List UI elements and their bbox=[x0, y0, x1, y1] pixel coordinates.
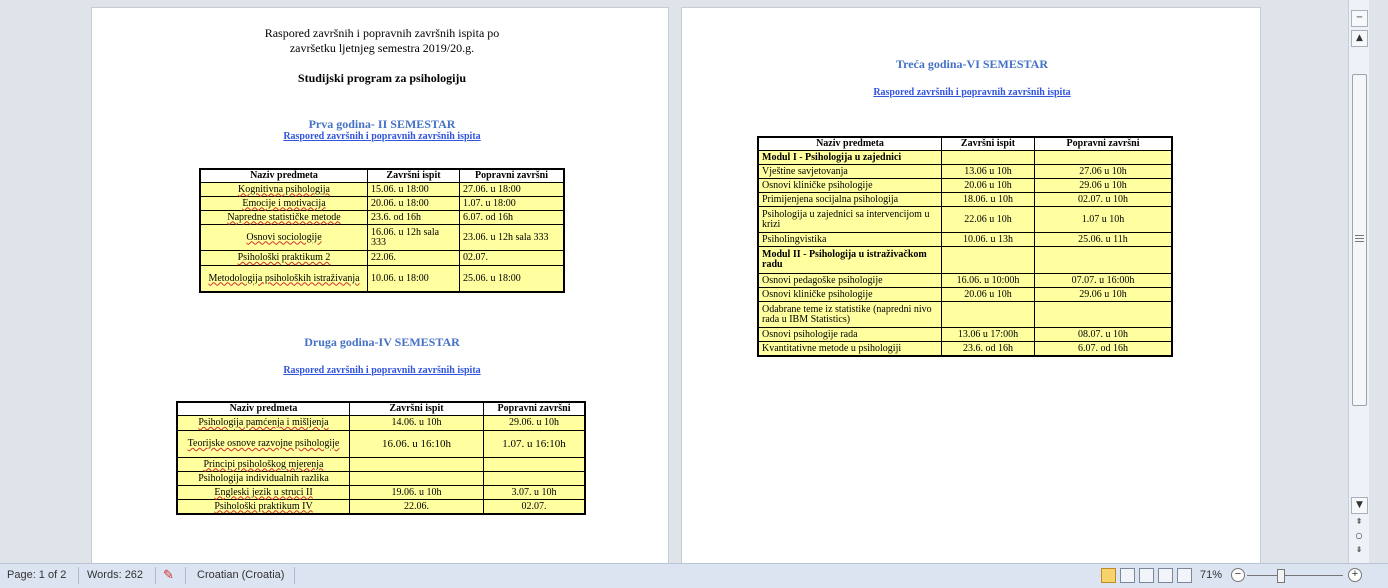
proofing-icon[interactable]: ✎ bbox=[163, 567, 174, 582]
previous-page-icon[interactable]: ⇞ bbox=[1355, 517, 1363, 526]
module-empty-cell bbox=[942, 247, 1035, 274]
window-edge bbox=[1369, 0, 1388, 563]
subject-cell: Psihologija individualnih razlika bbox=[198, 472, 329, 484]
year2-heading: Druga godina-IV SEMESTAR bbox=[304, 335, 460, 349]
col-header-subject: Naziv predmeta bbox=[201, 170, 368, 183]
module-empty-cell bbox=[942, 151, 1035, 165]
year3-exam-table bbox=[758, 137, 1172, 356]
zoom-slider-thumb[interactable] bbox=[1277, 569, 1285, 583]
final-exam-cell: 13.06 u 10h bbox=[942, 165, 1035, 179]
vertical-scrollbar[interactable] bbox=[1348, 0, 1369, 563]
retake-exam-cell: 1.07 u 10h bbox=[1035, 207, 1172, 233]
retake-exam-cell: 29.06 u 10h bbox=[1035, 288, 1172, 302]
retake-exam-cell: 02.07. u 10h bbox=[1035, 193, 1172, 207]
retake-exam-cell: 29.06. u 10h bbox=[484, 416, 585, 431]
table-row bbox=[759, 207, 1172, 233]
final-exam-cell: 16.06. u 12h sala 333 bbox=[368, 225, 460, 251]
subject-cell: Osnovi pedagoške psihologije bbox=[759, 274, 942, 288]
program-title: Studijski program za psihologiju bbox=[297, 71, 467, 85]
subject-cell: Napredne statističke metode bbox=[227, 211, 341, 223]
retake-exam-cell: 29.06 u 10h bbox=[1035, 179, 1172, 193]
subject-cell: Osnovi kliničke psihologije bbox=[759, 288, 942, 302]
draft-view-icon[interactable] bbox=[1177, 568, 1192, 583]
next-page-icon[interactable]: ⇟ bbox=[1355, 545, 1363, 554]
subject-cell: Odabrane teme iz statistike (napredni nivo rada u IBM Statistics) bbox=[759, 302, 942, 328]
table-row bbox=[178, 472, 585, 486]
year1-schedule-link[interactable]: Raspored završnih i popravnih završnih ispita bbox=[283, 131, 481, 142]
table-row bbox=[759, 342, 1172, 356]
final-exam-cell: 10.06. u 13h bbox=[942, 233, 1035, 247]
retake-exam-cell: 08.07. u 10h bbox=[1035, 328, 1172, 342]
subject-cell: Teorijske osnove razvojne psihologije bbox=[187, 438, 340, 449]
final-exam-cell: 22.06 u 10h bbox=[942, 207, 1035, 233]
module-2-title: Modul II - Psihologija u istraživačkom radu bbox=[759, 247, 942, 274]
table-row bbox=[759, 165, 1172, 179]
col-header-retake: Popravni završni bbox=[1035, 138, 1172, 151]
zoom-slider-track[interactable] bbox=[1247, 575, 1343, 576]
final-exam-cell: 15.06. u 18:00 bbox=[368, 183, 460, 197]
subject-cell: Psihološki praktikum IV bbox=[214, 500, 313, 512]
final-exam-cell: 10.06. u 18:00 bbox=[368, 266, 460, 292]
subject-cell: Psihološki praktikum 2 bbox=[237, 252, 331, 263]
print-layout-icon[interactable] bbox=[1101, 568, 1116, 583]
retake-exam-cell: 1.07. u 18:00 bbox=[460, 197, 564, 211]
zoom-out-button[interactable]: − bbox=[1231, 568, 1245, 582]
document-page-2[interactable] bbox=[682, 8, 1260, 563]
col-header-retake: Popravni završni bbox=[484, 403, 585, 416]
subject-cell: Emocije i motivacija bbox=[242, 197, 326, 209]
zoom-in-button[interactable]: + bbox=[1348, 568, 1362, 582]
retake-exam-cell: 3.07. u 10h bbox=[484, 486, 585, 500]
table-row bbox=[178, 486, 585, 500]
document-title bbox=[192, 26, 572, 56]
word-count[interactable]: Words: 262 bbox=[87, 569, 144, 581]
table-row bbox=[201, 197, 564, 211]
table-row bbox=[201, 251, 564, 266]
title-line-1: Raspored završnih i popravnih završnih ispita po bbox=[264, 26, 500, 40]
table-row bbox=[201, 225, 564, 251]
final-exam-cell: 16.06. u 16:10h bbox=[350, 431, 484, 458]
status-bar bbox=[0, 563, 1388, 588]
final-exam-cell: 13.06 u 17:00h bbox=[942, 328, 1035, 342]
col-header-final: Završni ispit bbox=[368, 170, 460, 183]
col-header-subject: Naziv predmeta bbox=[178, 403, 350, 416]
subject-cell: Psihologija pamćenja i mišljenja bbox=[198, 417, 329, 428]
retake-exam-cell bbox=[484, 472, 585, 486]
subject-cell: Vještine savjetovanja bbox=[759, 165, 942, 179]
year1-heading: Prva godina- II SEMESTAR bbox=[308, 117, 456, 131]
module-row bbox=[759, 151, 1172, 165]
web-layout-icon[interactable] bbox=[1139, 568, 1154, 583]
subject-cell: Osnovi psihologije rada bbox=[759, 328, 942, 342]
final-exam-cell: 22.06. bbox=[368, 251, 460, 266]
year3-heading: Treća godina-VI SEMESTAR bbox=[895, 57, 1048, 71]
final-exam-cell: 18.06. u 10h bbox=[942, 193, 1035, 207]
subject-cell: Psiholingvistika bbox=[759, 233, 942, 247]
retake-exam-cell: 6.07. od 16h bbox=[1035, 342, 1172, 356]
scroll-up-button[interactable]: ▲ bbox=[1351, 30, 1368, 47]
retake-exam-cell: 07.07. u 16:00h bbox=[1035, 274, 1172, 288]
year2-schedule-link[interactable]: Raspored završnih i popravnih završnih ispita bbox=[283, 365, 481, 376]
final-exam-cell bbox=[942, 302, 1035, 328]
outline-view-icon[interactable] bbox=[1158, 568, 1173, 583]
table-row bbox=[178, 500, 585, 514]
year3-schedule-link[interactable]: Raspored završnih i popravnih završnih ispita bbox=[873, 87, 1071, 98]
retake-exam-cell: 02.07. bbox=[484, 500, 585, 514]
module-empty-cell bbox=[1035, 247, 1172, 274]
subject-cell: Engleski jezik u struci II bbox=[214, 486, 313, 498]
table-row bbox=[201, 183, 564, 197]
zoom-level[interactable]: 71% bbox=[1200, 569, 1223, 581]
final-exam-cell: 16.06. u 10:00h bbox=[942, 274, 1035, 288]
table-row bbox=[759, 288, 1172, 302]
module-empty-cell bbox=[1035, 151, 1172, 165]
retake-exam-cell: 27.06. u 18:00 bbox=[460, 183, 564, 197]
table-row bbox=[759, 274, 1172, 288]
retake-exam-cell: 02.07. bbox=[460, 251, 564, 266]
table-row bbox=[178, 416, 585, 431]
retake-exam-cell: 25.06. u 18:00 bbox=[460, 266, 564, 292]
scrollbar-thumb[interactable] bbox=[1352, 74, 1367, 406]
title-line-2: završetku ljetnjeg semestra 2019/20.g. bbox=[289, 41, 475, 55]
final-exam-cell: 23.6. od 16h bbox=[368, 211, 460, 225]
subject-cell: Principi psihološkog mjerenja bbox=[203, 458, 324, 470]
module-1-title: Modul I - Psihologija u zajednici bbox=[759, 151, 942, 165]
table-row bbox=[178, 431, 585, 458]
subject-cell: Osnovi kliničke psihologije bbox=[759, 179, 942, 193]
retake-exam-cell: 23.06. u 12h sala 333 bbox=[460, 225, 564, 251]
year1-exam-table bbox=[200, 169, 564, 292]
language-indicator[interactable]: Croatian (Croatia) bbox=[197, 569, 285, 581]
subject-cell: Metodologija psiholoških istraživanja bbox=[208, 272, 360, 284]
table-row bbox=[759, 302, 1172, 328]
subject-cell: Psihologija u zajednici sa intervencijom u krizi bbox=[759, 207, 942, 233]
retake-exam-cell bbox=[484, 458, 585, 472]
table-row bbox=[759, 233, 1172, 247]
table-row bbox=[759, 193, 1172, 207]
year2-exam-table bbox=[177, 402, 585, 514]
final-exam-cell: 23.6. od 16h bbox=[942, 342, 1035, 356]
scroll-down-button[interactable]: ▼ bbox=[1351, 497, 1368, 514]
final-exam-cell: 22.06. bbox=[350, 500, 484, 514]
col-header-final: Završni ispit bbox=[942, 138, 1035, 151]
col-header-final: Završni ispit bbox=[350, 403, 484, 416]
document-page-1[interactable] bbox=[92, 8, 668, 563]
subject-cell: Kvantitativne metode u psihologiji bbox=[759, 342, 942, 356]
retake-exam-cell: 25.06. u 11h bbox=[1035, 233, 1172, 247]
retake-exam-cell bbox=[1035, 302, 1172, 328]
table-row bbox=[201, 211, 564, 225]
full-screen-reading-icon[interactable] bbox=[1120, 568, 1135, 583]
table-row bbox=[759, 328, 1172, 342]
split-handle-icon[interactable]: ─ bbox=[1351, 10, 1368, 27]
table-row bbox=[759, 179, 1172, 193]
col-header-subject: Naziv predmeta bbox=[759, 138, 942, 151]
final-exam-cell: 14.06. u 10h bbox=[350, 416, 484, 431]
final-exam-cell: 20.06 u 10h bbox=[942, 288, 1035, 302]
table-row bbox=[201, 266, 564, 292]
subject-cell: Primijenjena socijalna psihologija bbox=[759, 193, 942, 207]
browse-object-icon[interactable]: ○ bbox=[1355, 531, 1363, 540]
table-row bbox=[178, 458, 585, 472]
page-count[interactable]: Page: 1 of 2 bbox=[7, 569, 67, 581]
final-exam-cell: 20.06. u 18:00 bbox=[368, 197, 460, 211]
final-exam-cell bbox=[350, 458, 484, 472]
subject-cell: Osnovi sociologije bbox=[246, 231, 322, 243]
final-exam-cell: 19.06. u 10h bbox=[350, 486, 484, 500]
col-header-retake: Popravni završni bbox=[460, 170, 564, 183]
final-exam-cell: 20.06 u 10h bbox=[942, 179, 1035, 193]
module-row bbox=[759, 247, 1172, 274]
subject-cell: Kognitivna psihologija bbox=[238, 183, 330, 195]
retake-exam-cell: 1.07. u 16:10h bbox=[484, 431, 585, 458]
final-exam-cell bbox=[350, 472, 484, 486]
retake-exam-cell: 27.06 u 10h bbox=[1035, 165, 1172, 179]
retake-exam-cell: 6.07. od 16h bbox=[460, 211, 564, 225]
